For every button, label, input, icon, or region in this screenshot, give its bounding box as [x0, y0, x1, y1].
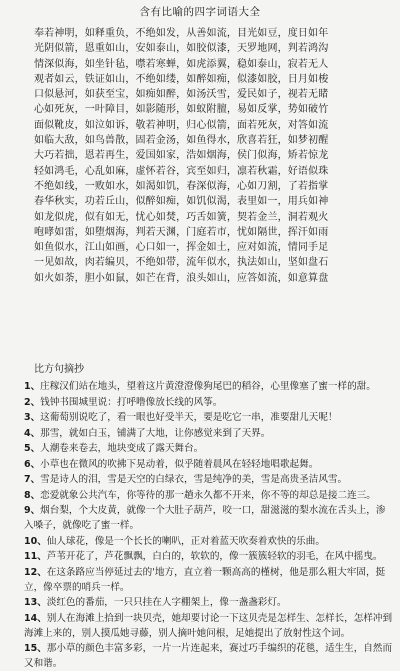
idiom-row: 情深似海，如坐针毡，噤若寒蝉，如虎添翼，稳如泰山，寂若无人: [34, 58, 329, 70]
example-item: [24, 379, 394, 394]
idiom-row: 春华秋实，功若丘山，似醉如痴，如饥似渴，表里如一，用兵如神: [34, 196, 329, 208]
example-number: 3、: [24, 412, 41, 423]
idiom-row: 咆哮如雷，如堕烟海，判若天渊，门庭若市，忧如隔世，挥汗如雨: [34, 226, 329, 238]
example-list: [24, 379, 394, 671]
example-item: [24, 641, 394, 671]
example-item: [24, 395, 394, 410]
idiom-row: 大巧若拙，恩若再生，爱国如家，浩如烟海，侯门似海，矫若惊龙: [34, 150, 329, 162]
section-heading: 比方句摘抄: [34, 364, 84, 375]
example-text: 小草也在微风的吹拂下晃动着，似乎随着晨风在轻轻地唱歌起舞。: [40, 458, 319, 470]
example-text: 这葡萄别说吃了，看一眼也好受半天，要是吃它一串，准要甜儿天呢！: [40, 412, 338, 423]
idiom-row: 口似悬河，如获至宝，如痴如醉，如汤沃雪，爱民如子，视若无睹: [34, 89, 329, 101]
example-text: 那雪，就如白玉，铺满了大地，让你感觉来到了天界。: [40, 427, 271, 439]
example-number: 14、: [24, 612, 47, 624]
idiom-row: 一见如故，肉若编贝，不绝如带，流年似水，执法如山，坚如盘石: [34, 257, 329, 269]
example-item: [24, 611, 394, 641]
example-number: 5、: [24, 443, 41, 454]
example-text: 庄稼汉们站在地头，望着这片黄澄澄像狗尾巴的稻谷，心里像塞了蜜一样的甜。: [40, 381, 376, 392]
example-number: 13、: [24, 597, 47, 608]
example-number: 11、: [24, 551, 47, 562]
idiom-row: 观者如云，铁证如山，不绝如缕，如醉如痴，似漆如胶，日月如梭: [34, 73, 329, 85]
example-text: 烟台梨，个大皮黄，就像一个大肚子葫芦，咬一口，甜滋滋的梨水流在舌头上，渗入嗓子，就像吃了蜜一样。: [24, 505, 386, 531]
idiom-list: [34, 26, 394, 286]
example-item: [24, 488, 394, 503]
example-item: [24, 534, 394, 549]
example-item: [24, 472, 394, 487]
example-number: 12、: [24, 566, 47, 578]
example-item: [24, 503, 394, 533]
example-number: 8、: [24, 489, 41, 501]
idiom-row: 奉若神明，如释重负，不绝如发，从善如流，目光如豆，度日如年: [34, 28, 329, 39]
example-text: 别人在海滩上拾到一块贝壳，她却要讨论一下这贝壳是怎样生、怎样长，怎样冲到海滩上来的，别人摸瓜她寻藤，别人摘叶她问根，足她提出了放射性这个词。: [24, 612, 393, 639]
example-number: 4、: [24, 427, 41, 439]
example-text: 人潮卷来卷去，地块变成了露天舞台。: [40, 443, 204, 454]
example-text: 淡红色的番茄，一只只挂在人字棚架上，像一盏盏彩灯。: [46, 597, 287, 608]
example-number: 15、: [24, 643, 47, 654]
example-item: [24, 457, 394, 472]
idiom-row: 面似靴皮，如泣如诉，敬若神明，归心似箭，面若死灰，对答如流: [34, 119, 329, 131]
example-text: 芦苇开花了，芦花飘飘，白白的，软软的，像一簇簇轻软的羽毛，在风中摇曳。: [46, 551, 383, 562]
example-number: 1、: [24, 381, 41, 392]
example-text: 那小草的颜色丰富多彩，一片一片连起来，赛过巧手编织的花毯，适生生，自然而又和谐。: [24, 643, 393, 669]
example-number: 7、: [24, 474, 41, 485]
example-item: [24, 565, 394, 595]
example-text: 在这条路应当停延过去的'地方，直立着一颗高高的槿树，他是那么粗大牢固，挺立，像卒票的哨兵一样。: [24, 566, 386, 593]
example-item: [24, 595, 394, 610]
example-number: 9、: [24, 505, 41, 516]
idiom-row: 如龙似虎，似有如无，忧心如焚，巧舌如簧，契若金兰，洞若观火: [34, 211, 329, 223]
example-number: 2、: [24, 396, 41, 408]
idiom-row: 不绝如线，一败如水，如渴如饥，春深似海，心如刀割，了若指掌: [34, 180, 329, 192]
example-item: [24, 549, 394, 564]
idiom-row: 光阴似箭，恩重如山，安如泰山，如胶似漆，天罗地网，判若鸿沟: [34, 43, 329, 55]
example-item: [24, 410, 394, 425]
page-title: 含有比喻的四字词语大全: [139, 6, 261, 18]
example-item: [24, 426, 394, 441]
example-text: 仙人球花，像是一个长长的喇叭，正对着蓝天吹奏着欢快的乐曲。: [46, 535, 325, 547]
idiom-row: 如火如荼，胆小如鼠，如芒在背，浪头如山，应答如流，如意算盘: [34, 272, 329, 284]
idiom-row: 如临大敌，如鸟兽散，固若金汤，如鱼得水，欣喜若狂，如梦初醒: [34, 135, 329, 147]
idiom-row: 心如死灰，一叶障目，如影随形，如蚁附膻，易如反掌，势如破竹: [34, 104, 329, 116]
example-number: 10、: [24, 535, 47, 547]
example-number: 6、: [24, 458, 41, 470]
idiom-row: 轻如鸿毛，心乱如麻，虚怀若谷，宾至如归，凛若秋霜，好语似珠: [34, 165, 329, 177]
example-text: 雪是诗人的泪，雪是天空的白绿衣，雪是纯净的美，雪是高贵圣洁风雪。: [40, 474, 348, 485]
idiom-row: 如鱼似水，江山如画，心口如一，挥金如土，应对如流，情同手足: [34, 242, 329, 254]
example-text: 恋爱就象公共汽车，你等待的那一趟永久都不开来，你不等的却总是接二连三。: [40, 489, 376, 501]
example-text: 钱钟书围城里说：打呼噜像放长线的风筝。: [40, 396, 223, 408]
example-item: [24, 441, 394, 456]
